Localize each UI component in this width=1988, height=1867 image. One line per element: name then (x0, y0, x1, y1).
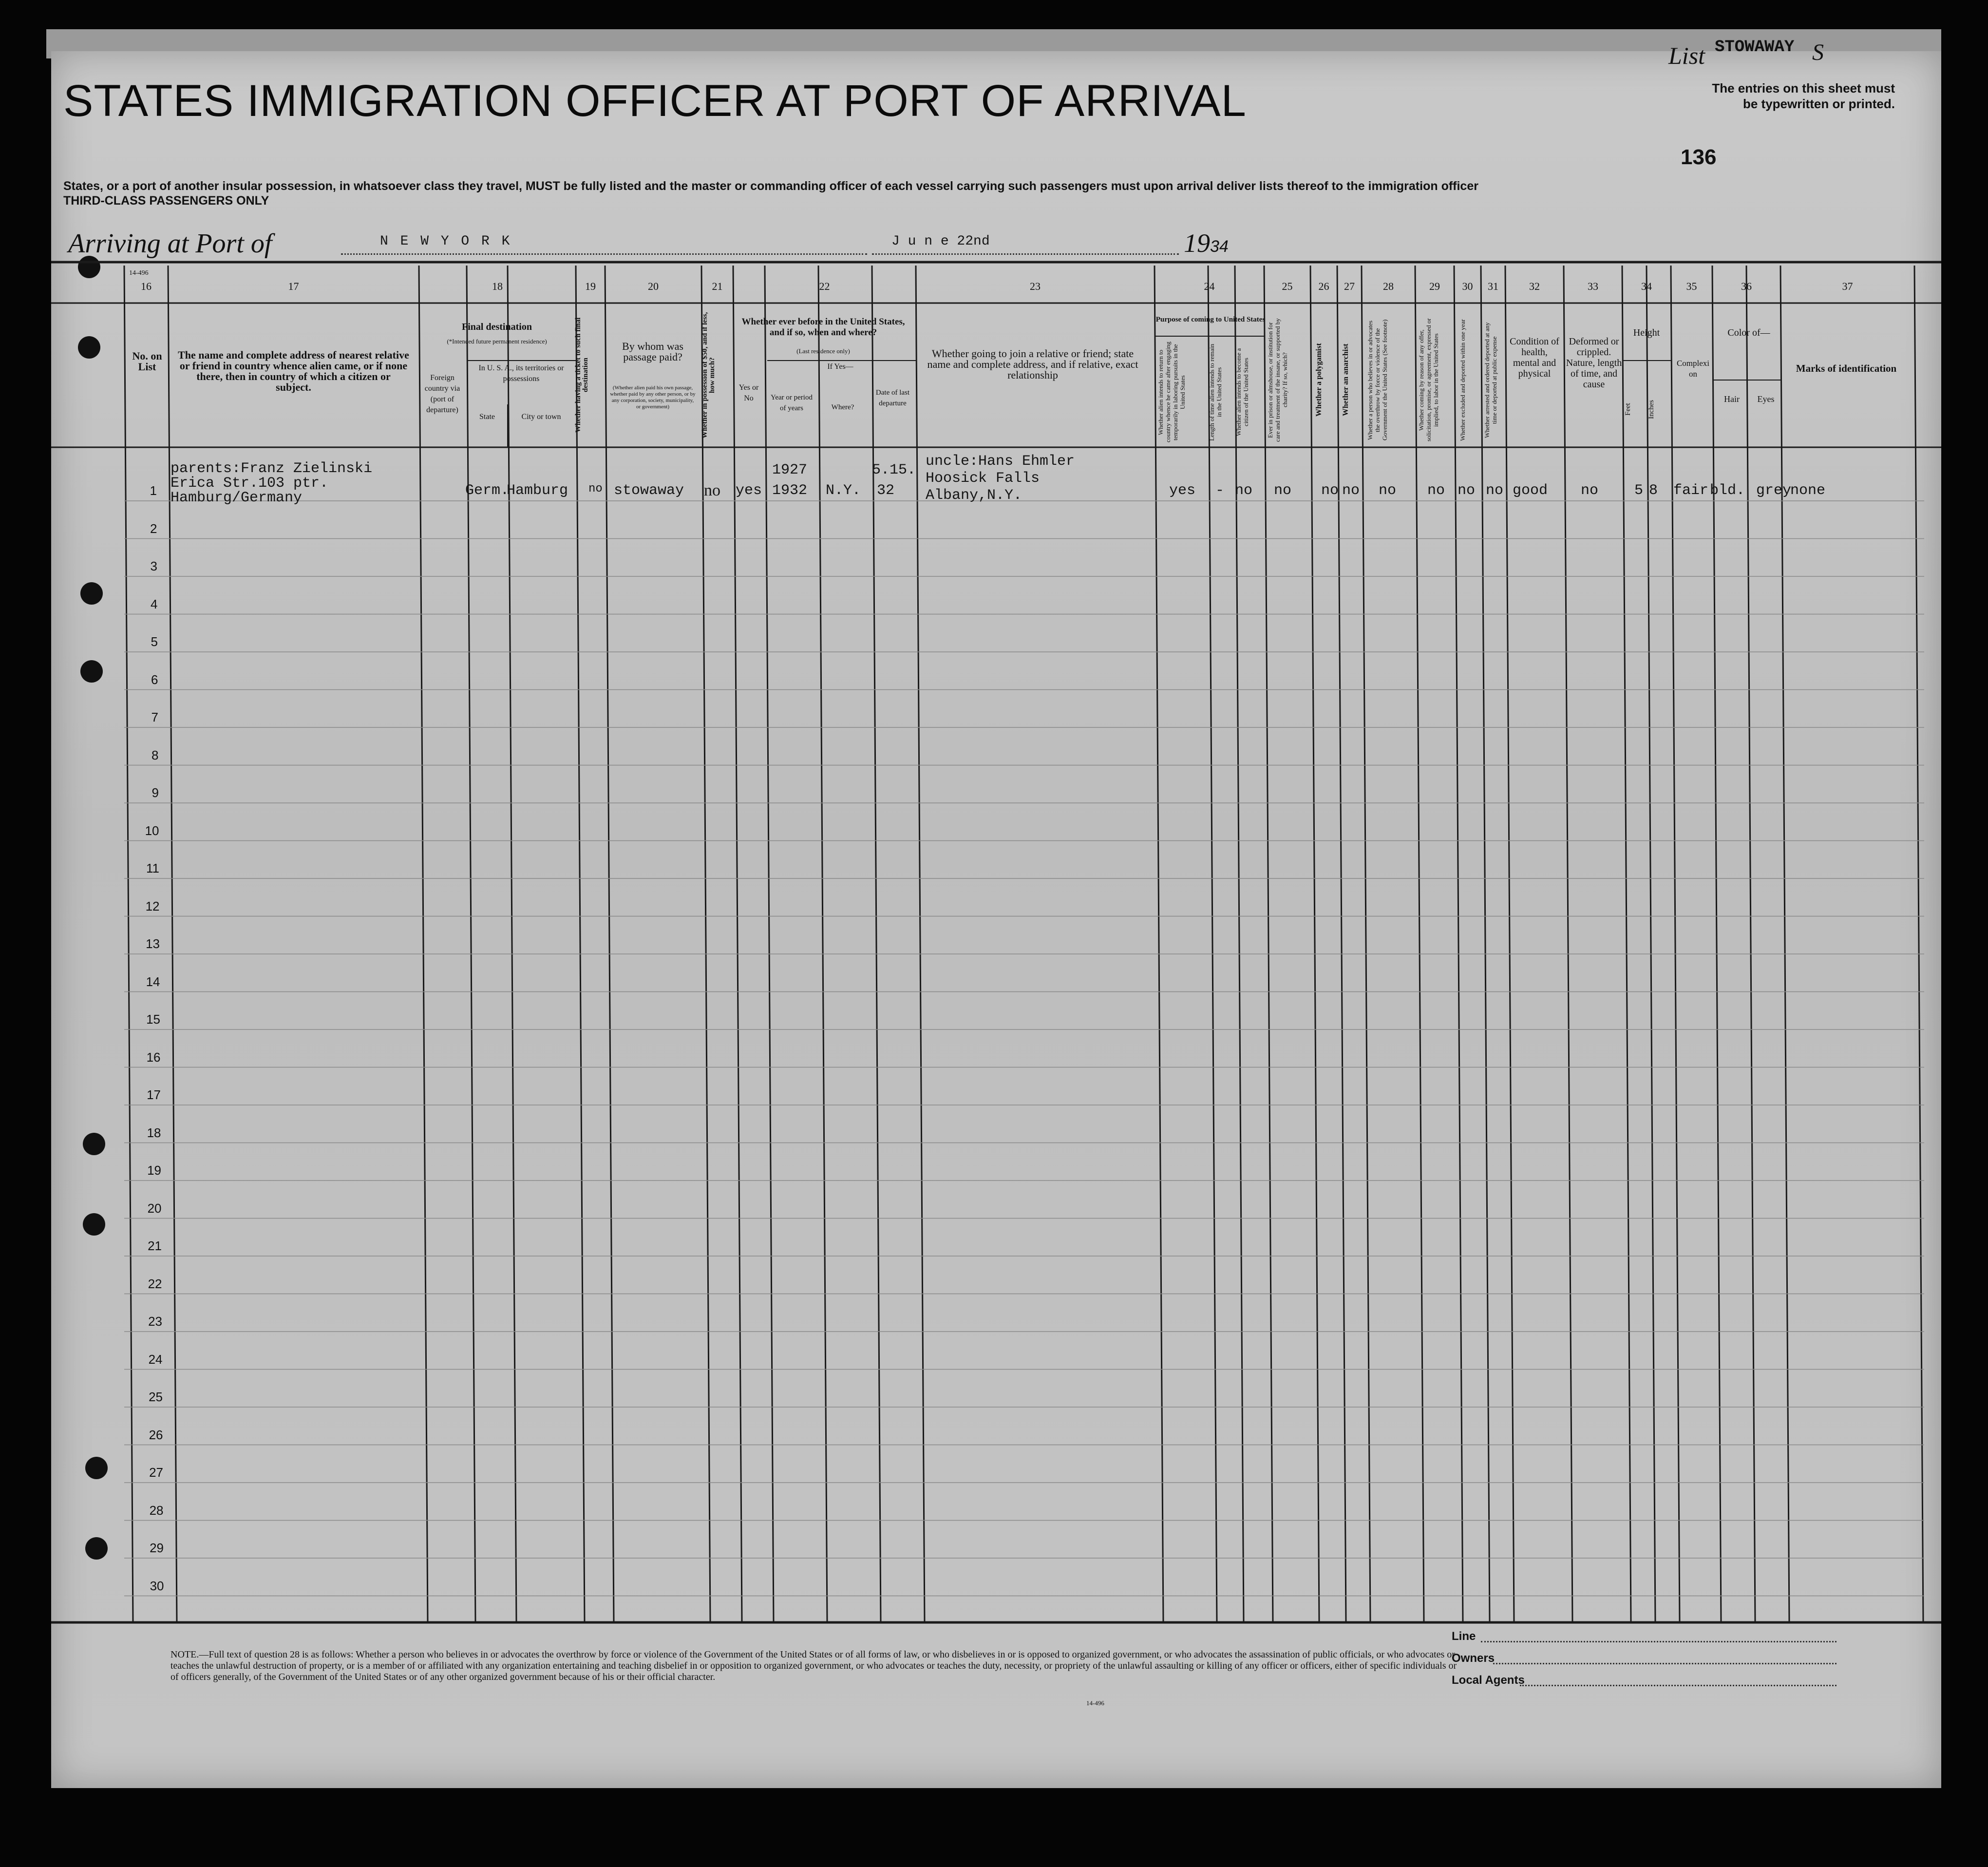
entry-city: Hamburg (507, 482, 568, 499)
row-number: 29 (150, 1541, 164, 1555)
header-passage-paid: By whom was passage paid? (622, 340, 683, 363)
row-number: 15 (146, 1012, 160, 1027)
header-nearest-relative: The name and complete address of nearest relative or friend in country whence alien came, or if none there, then in country of which a citizen or subject. (178, 349, 409, 393)
agents-dotted (1520, 1685, 1837, 1686)
entry-deported: no (1486, 482, 1504, 499)
entry-complexion: fair (1673, 482, 1709, 499)
row-number: 20 (147, 1200, 162, 1216)
column-rule (1647, 266, 1655, 1622)
header-fifty-dollars: Whether in possession of $50, and if less, how much? (701, 312, 716, 438)
form-code: 14-496 (129, 269, 149, 277)
header-ever-before-note: (Last residence only) (796, 347, 850, 355)
header-purpose-length: Length of time alien intends to remain in the United States (1208, 343, 1223, 441)
header-foreign-country: Foreign country via (port of departure) (424, 374, 460, 414)
entry-marks: none (1790, 482, 1826, 499)
entry-year-2: 1932 (772, 482, 808, 499)
column-rule (733, 266, 742, 1622)
row-number: 24 (148, 1352, 163, 1367)
column-number: 37 (1842, 280, 1853, 292)
notice-line-1: The entries on this sheet must (1712, 81, 1895, 95)
row-number: 11 (146, 861, 159, 876)
entry-citizen: no (1235, 482, 1253, 499)
column-rule (701, 266, 710, 1622)
column-rule (818, 266, 827, 1622)
header-complexion: Complexion (1676, 359, 1710, 379)
sheet-number: 136 (1681, 145, 1717, 169)
column-number: 36 (1741, 280, 1752, 292)
row-number: 10 (145, 823, 159, 838)
row-number: 23 (148, 1314, 162, 1329)
header-ever-before: Whether ever before in the United States, and if so, when and where? (741, 317, 905, 338)
entry-year-1: 1927 (772, 462, 808, 478)
column-number: 23 (1030, 280, 1041, 292)
list-value: STOWAWAY (1715, 38, 1795, 57)
row-number: 25 (149, 1390, 163, 1404)
column-number: 34 (1641, 280, 1652, 292)
row-number: 1 (150, 483, 157, 498)
footnote-question-28: NOTE.—Full text of question 28 is as follows: Whether a person who believes in or advocates the overthrow by force or violence of the Government of the United States or of all forms of law, or who disbelieves in or is opposed to organized government, or who advocates the assassination of public officials, or who advocates or teaches the unlawful destruction of property, or is a member of or affiliated with any organization entertaining and teaching disbelief in or opposition to organized government, or who advocates or teaches the duty, necessity, or propriety of the unlawful assaulting or killing of any officer or officers, either of specific individuals or of officers generally, of the Government of the United States or of any other organized government because of his or their official character. (170, 1649, 1457, 1682)
header-yes-no: Yes or No (738, 383, 759, 402)
column-rule (1454, 266, 1463, 1622)
owners-label: Owners (1452, 1652, 1495, 1665)
footer-form-code: 14-496 (1086, 1699, 1104, 1707)
entry-relative-line-3: Hamburg/Germany (170, 490, 303, 506)
row-number: 21 (148, 1238, 162, 1253)
row-number: 13 (146, 936, 160, 951)
entry-excluded: no (1458, 482, 1476, 499)
header-hair: Hair (1724, 394, 1740, 404)
arriving-label: Arriving at Port of (68, 229, 272, 259)
entry-ticket: no (588, 482, 603, 495)
row-number: 18 (147, 1125, 161, 1140)
header-final-destination: Final destination (462, 322, 532, 332)
column-number: 35 (1686, 280, 1697, 292)
header-polygamist: Whether a polygamist (1315, 343, 1323, 417)
year-suffix: 34 (1210, 237, 1229, 256)
entry-prison: no (1274, 482, 1292, 499)
row-number: 6 (151, 672, 158, 687)
entry-anarchist: no (1342, 482, 1360, 499)
column-number: 16 (141, 280, 151, 292)
column-rule (1505, 266, 1514, 1622)
column-rule (1362, 266, 1370, 1622)
header-date-departure: Date of last departure (875, 389, 910, 407)
row-number: 2 (150, 521, 157, 536)
column-rule (1914, 266, 1923, 1622)
column-number: 18 (492, 280, 503, 292)
header-excluded: Whether excluded and deported within one year (1459, 319, 1466, 441)
date-value: J u n e 22nd (891, 234, 990, 249)
row-number: 19 (147, 1163, 161, 1178)
column-number: 20 (648, 280, 659, 292)
entry-date-1: 5.15. (872, 462, 916, 478)
entry-date-2: 32 (877, 482, 895, 499)
list-number: S (1812, 39, 1824, 65)
header-in-usa: In U. S. A., its territories or possessions (478, 364, 564, 383)
notice-line-2: be typewritten or printed. (1742, 96, 1895, 111)
column-number: 19 (585, 280, 596, 292)
form-title: STATES IMMIGRATION OFFICER AT PORT OF ARRIVAL (63, 76, 1247, 126)
row-number: 4 (151, 596, 158, 611)
row-number: 5 (151, 634, 158, 649)
header-deported: Whether arrested and ordered deported at any time or deported at public expense (1483, 322, 1498, 438)
header-health: Condition of health, mental and physical (1510, 336, 1559, 379)
column-number: 33 (1588, 280, 1598, 292)
entry-length: - (1215, 482, 1225, 499)
row-number: 8 (151, 747, 159, 762)
row-number: 3 (150, 559, 157, 573)
entry-join-line-1: uncle:Hans Ehmler (926, 453, 1075, 470)
row-number: 27 (149, 1465, 163, 1480)
column-rule (1712, 266, 1721, 1622)
row-number: 14 (146, 974, 160, 989)
column-rule (1622, 266, 1631, 1622)
header-overthrow: Whether a person who believes in or advocates the overthrow by force or violence of the Government of the United States (See footnote) (1366, 319, 1388, 441)
header-labor-offer: Whether coming by reason of any offer, solicitation, promise, or agreement, expressed or implied, to labor in the United States (1418, 318, 1439, 442)
entry-relative-line-1: parents:Franz Zielinski (170, 460, 373, 477)
row-number: 30 (150, 1578, 164, 1593)
header-if-yes: If Yes— (827, 362, 853, 371)
header-prison: Ever in prison or almshouse, or institution for care and treatment of the insane, or supported by charity? If so, which? (1267, 318, 1288, 442)
port-value: N E W Y O R K (380, 234, 512, 249)
column-number: 21 (712, 280, 723, 292)
header-inches: Inches (1647, 400, 1655, 419)
entry-health: good (1513, 482, 1548, 499)
header-height: Height (1633, 327, 1660, 338)
header-join-relative: Whether going to join a relative or friend; state name and complete address, and if relative, exact relationship (927, 347, 1138, 381)
class-line: THIRD-CLASS PASSENGERS ONLY (63, 194, 269, 208)
entry-polygamist: no (1321, 482, 1339, 499)
header-no-on-list: No. on List (132, 350, 162, 373)
column-rule (1481, 266, 1490, 1622)
entry-hair: bld. (1710, 482, 1745, 499)
row-number: 7 (151, 710, 158, 724)
column-number: 32 (1529, 280, 1540, 292)
header-deformed: Deformed or crippled. Nature, length of time, and cause (1566, 336, 1622, 390)
entry-paid-by: stowaway (614, 482, 684, 499)
entry-where: N.Y. (826, 482, 861, 499)
column-rule (1235, 266, 1244, 1622)
column-number: 31 (1488, 280, 1498, 292)
entry-join-line-2: Hoosick Falls (926, 470, 1040, 487)
entry-state: Germ. (465, 482, 510, 499)
header-where: Where? (831, 403, 854, 411)
line-label: Line (1452, 1630, 1476, 1643)
entry-overthrow: no (1379, 482, 1397, 499)
column-number: 27 (1344, 280, 1355, 292)
column-rule (508, 266, 516, 1622)
column-number: 29 (1429, 280, 1440, 292)
entry-been-before: yes (736, 482, 762, 499)
list-label: List (1668, 42, 1705, 69)
header-purpose-return: Whether alien intends to return to country whence he came after engaging temporarily in laboring pursuits in the United States (1157, 342, 1186, 443)
header-marks: Marks of identification (1796, 362, 1897, 374)
row-number: 16 (146, 1049, 161, 1065)
row-number: 17 (147, 1087, 161, 1102)
owners-dotted (1493, 1663, 1837, 1664)
header-anarchist: Whether an anarchist (1342, 343, 1350, 417)
column-rule (916, 266, 925, 1622)
column-number: 24 (1204, 280, 1215, 292)
row-number: 9 (151, 785, 159, 800)
column-rule (1780, 266, 1789, 1622)
header-eyes: Eyes (1757, 394, 1775, 404)
column-number: 30 (1462, 280, 1473, 292)
entry-height-inches: 8 (1649, 482, 1658, 499)
column-rule (1671, 266, 1680, 1622)
column-number: 22 (819, 280, 830, 292)
column-rule (1564, 266, 1572, 1622)
entry-eyes: grey (1756, 482, 1792, 499)
form-subtitle: States, or a port of another insular possession, in whatsoever class they travel, MUST be fully listed and the master or commanding officer of each vessel carrying such passengers must upon arrival deliver lists thereof to the immigration officer (63, 179, 1478, 193)
entry-relative-line-2: Erica Str.103 ptr. (170, 475, 329, 492)
column-rule (576, 266, 585, 1622)
header-passage-paid-note: (Whether alien paid his own passage, whether paid by any other person, or by any corporation, society, municipality, or government) (610, 385, 696, 410)
column-rule (1155, 266, 1163, 1622)
row-number: 12 (145, 898, 160, 914)
column-rule (605, 266, 614, 1622)
header-ticket: Whether having a ticket to such final destination (574, 317, 589, 433)
header-purpose-citizen: Whether alien intends to become a citizen of the United States (1235, 348, 1250, 437)
column-number: 26 (1318, 280, 1329, 292)
column-rule (1264, 266, 1273, 1622)
entry-deformed: no (1581, 482, 1599, 499)
local-agents-label: Local Agents (1452, 1674, 1525, 1687)
column-number: 25 (1282, 280, 1293, 292)
year-prefix: 19 (1184, 229, 1210, 258)
entry-labor-offer: no (1427, 482, 1445, 499)
header-color-of: Color of— (1727, 327, 1770, 338)
row-number: 28 (149, 1503, 164, 1518)
row-number: 26 (149, 1427, 163, 1442)
header-year: Year or period of years (771, 394, 813, 412)
header-feet: Feet (1624, 403, 1632, 416)
entry-height-feet: 5 (1634, 482, 1644, 499)
column-rule (1415, 266, 1424, 1622)
column-number: 17 (288, 280, 299, 292)
entry-join-line-3: Albany,N.Y. (926, 487, 1022, 504)
header-city: City or town (521, 413, 561, 421)
row-number: 22 (148, 1276, 162, 1291)
column-rule (1310, 266, 1319, 1622)
header-purpose: Purpose of coming to United States (1155, 316, 1266, 324)
header-state: State (479, 413, 495, 421)
line-dotted (1481, 1641, 1837, 1642)
column-rule (1337, 266, 1346, 1622)
header-final-destination-note: (*Intended future permanent residence) (447, 338, 547, 345)
column-rule (1208, 266, 1217, 1622)
entry-purpose: yes (1169, 482, 1196, 499)
column-rule (467, 266, 475, 1622)
column-number: 28 (1383, 280, 1394, 292)
column-rule (1746, 266, 1755, 1622)
entry-money: no (704, 481, 720, 499)
column-rule (419, 266, 428, 1622)
